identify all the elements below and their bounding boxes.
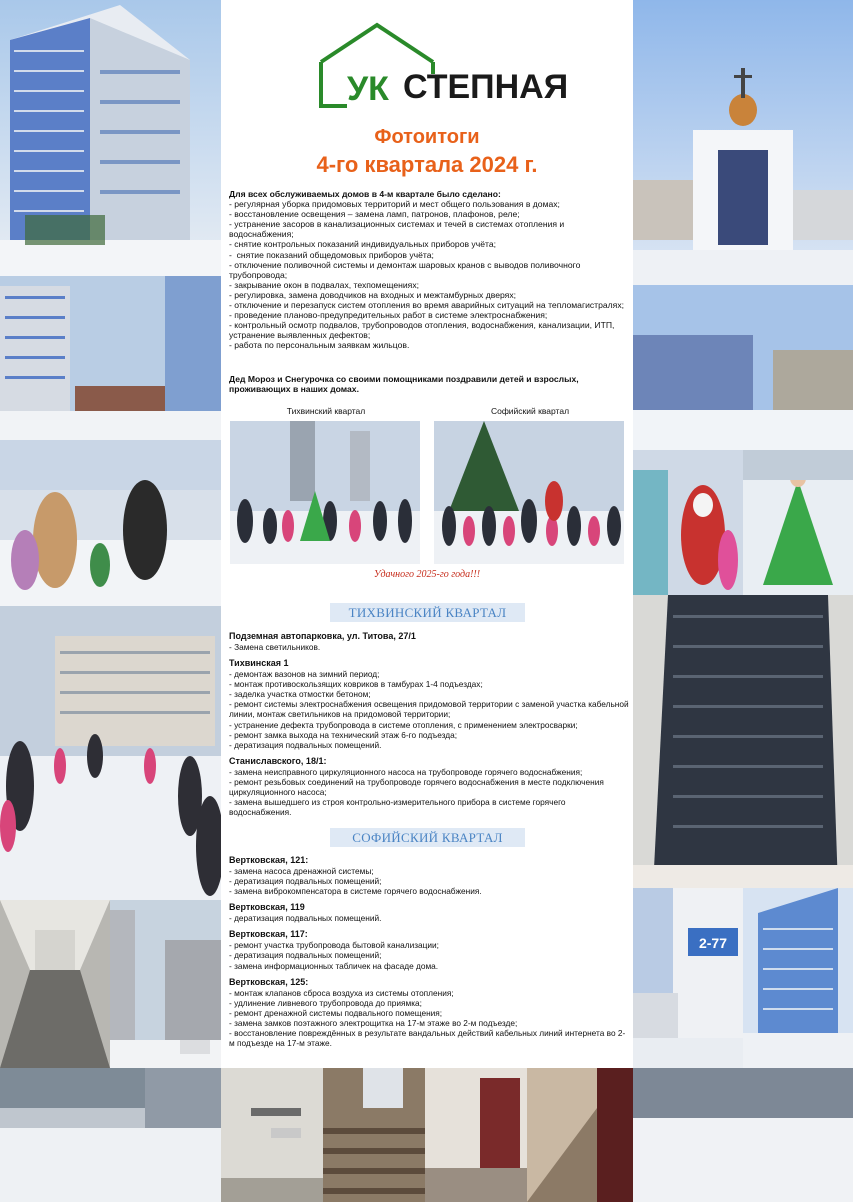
list-item: - монтаж противоскользящих ковриков в тамбурах 1-4 подъездах; [229, 679, 483, 690]
general-works-heading: Для всех обслуживаемых домов в 4-м квартале было сделано: [229, 189, 501, 199]
address-heading: Вертковская, 125: [229, 976, 309, 987]
event-caption-sofia: Софийский квартал [490, 406, 570, 416]
address-block [229, 631, 629, 652]
list-item: - замена насоса дренажной системы; [229, 866, 374, 876]
photo-chapel-distance [633, 285, 853, 450]
list-item: - заделка участка отмостки бетоном; [229, 689, 371, 700]
list-item: - восстановление повреждённых в результате вандальных действий кабельных линий интернета во 2-м подъезде на 17-м этаже. [229, 1028, 626, 1049]
company-logo [317, 22, 569, 110]
photo-residents-walk [0, 440, 221, 606]
list-item: - ремонт резьбовых соединений на трубопроводе горячего водоснабжения в месте подключения циркуляционного насоса; [229, 776, 607, 798]
list-item: - ремонт дренажной системы подвального помещения; [229, 1007, 443, 1018]
center-column [221, 0, 633, 1068]
photo-chapel [633, 0, 853, 285]
photo-garages-snow [0, 1068, 221, 1202]
list-item: - отключение и перезапуск систем отопления во время аварийных ситуаций на тепломагистралях; [229, 300, 625, 311]
address-heading: Станиславского, 18/1: [229, 755, 327, 766]
parking-sign-text: 2-77 [698, 935, 728, 951]
general-works-list [229, 189, 629, 351]
photo-yard-cars [110, 900, 221, 1068]
photo-event-tikhvin [230, 421, 420, 564]
photo-santa-child [633, 450, 743, 595]
list-item: - монтаж клапанов сброса воздуха из системы отопления; [229, 987, 454, 998]
list-item: - дератизация подвальных помещений; [229, 950, 382, 961]
list-item: - работа по персональным заявкам жильцов. [229, 340, 410, 351]
photo-tree-costume [743, 450, 853, 595]
list-item: - ремонт системы электроснабжения освещения придомовой территории с заменой участка кабельной линии, монтаж светильников на придомовой территории; [229, 699, 631, 720]
list-item: - проведение планово-предупредительных работ в системе электроснабжения; [229, 310, 548, 321]
address-block [229, 929, 629, 970]
list-item: - дератизация подвальных помещений. [229, 913, 382, 924]
new-year-wish: Удачного 2025-го года!!! [373, 569, 481, 580]
photo-stairwell [323, 1068, 425, 1202]
banner-sofia: СОФИЙСКИЙ КВАРТАЛ [330, 828, 525, 847]
address-heading: Вертковская, 121: [229, 855, 309, 865]
list-item: - закрывание окон в подвалах, техпомещениях; [229, 279, 420, 290]
list-item: - Замена светильников. [229, 642, 321, 652]
photo-garage-row [633, 1068, 853, 1202]
list-item: - замена виброкомпенсатора в системе горячего водоснабжения. [229, 886, 482, 897]
photo-courtyard-buildings [0, 276, 221, 440]
list-item: - отключение поливочной системы и демонтаж шаровых кранов с выводов поливочного трубопровода; [229, 259, 583, 280]
photo-parking-ramp [0, 900, 110, 1068]
list-item: - замена замков поэтажного электрощитка на 17-м этаже во 2-м подъезде; [229, 1017, 518, 1028]
greeting-text: Дед Мороз и Снегурочка со своими помощниками поздравили детей и взрослых, проживающих в наших домах. [229, 374, 579, 395]
list-item: - регулировка, замена доводчиков на входных и межтамбурных дверях; [229, 289, 517, 300]
photo-children-line [0, 606, 221, 900]
photo-highrise-winter [0, 0, 221, 276]
photo-parking-entrance [633, 888, 743, 1068]
address-block [229, 658, 629, 750]
address-block [229, 977, 629, 1049]
banner-tikhvin: ТИХВИНСКИЙ КВАРТАЛ [330, 603, 525, 622]
list-item: - демонтаж вазонов на зимний период; [229, 669, 380, 680]
address-heading: Вертковская, 117: [229, 929, 308, 940]
photo-staircase-railing [527, 1068, 633, 1202]
photo-hallway-door [425, 1068, 527, 1202]
list-item: - дератизация подвальных помещений. [229, 739, 382, 750]
list-item: - замена неисправного циркуляционного насоса на трубопроводе горячего водоснабжения; [229, 766, 583, 777]
event-caption-tikhvin: Тихвинский квартал [286, 406, 366, 416]
list-item: - снятие показаний общедомовых приборов учёта; [229, 249, 434, 260]
list-item: - замена вышедшего из строя контрольно-измерительного прибора в системе горячего водоснабжения. [229, 797, 568, 818]
list-item: - восстановление освещения – замена ламп, патронов, плафонов, реле; [229, 209, 520, 220]
photo-highrise-sofia [633, 595, 853, 888]
photo-tower-blue [743, 888, 853, 1068]
list-item: - ремонт участка трубопровода бытовой канализации; [229, 940, 439, 951]
list-item: - устранение дефекта трубопровода в системе отопления, с применением электросварки; [229, 719, 578, 730]
list-item: - ремонт замка выхода на технический этаж 6-го подъезда; [229, 729, 458, 740]
list-item: - дератизация подвальных помещений; [229, 876, 382, 887]
address-block [229, 855, 629, 896]
sofia-works [229, 855, 629, 1054]
tikhvin-works [229, 631, 629, 823]
list-item: - регулярная уборка придомовых территорий и мест общего пользования в домах; [229, 199, 560, 210]
address-block [229, 756, 629, 817]
page-title: Фотоитоги [374, 126, 480, 148]
photo-door-closer [221, 1068, 323, 1202]
list-item: - снятие контрольных показаний индивидуальных приборов учёта; [229, 239, 496, 250]
address-heading: Подземная автопарковка, ул. Титова, 27/1 [229, 631, 416, 641]
list-item: - замена информационных табличек на фасаде дома. [229, 960, 439, 971]
logo-prefix: УК [347, 70, 389, 108]
list-item: - контрольный осмотр подвалов, трубопроводов отопления, водоснабжения, канализации, ИТП, устранение выявленных дефектов; [229, 320, 617, 341]
address-heading: Вертковская, 119 [229, 902, 305, 913]
list-item: - удлинение ливневого трубопровода до приямка; [229, 997, 422, 1008]
address-block [229, 902, 629, 923]
photo-event-sofia [434, 421, 624, 564]
page-subtitle: 4-го квартала 2024 г. [316, 152, 538, 177]
list-item: - устранение засоров в канализационных системах и течей в системах отопления и водоснабжения; [229, 219, 567, 240]
logo-name: СТЕПНАЯ [403, 68, 569, 106]
address-heading: Тихвинская 1 [229, 658, 289, 669]
